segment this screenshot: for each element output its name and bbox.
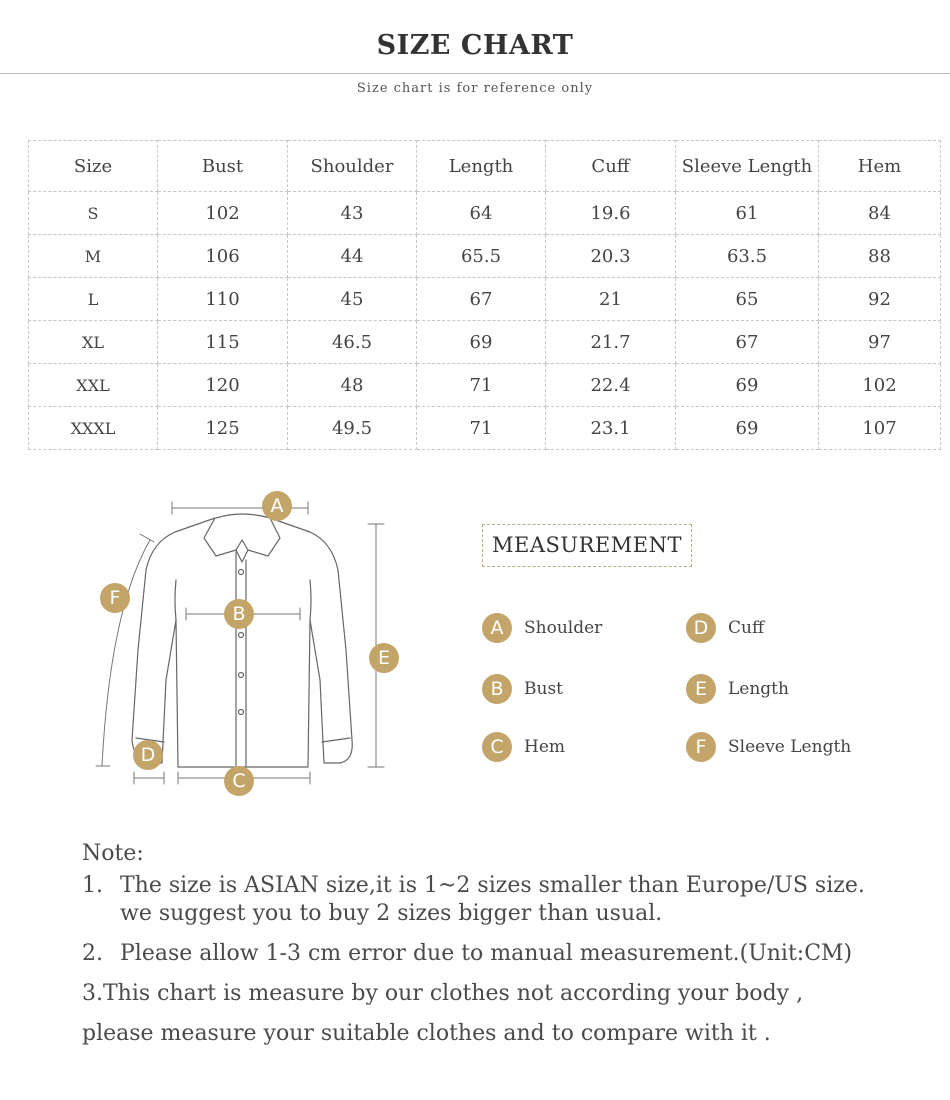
table-cell: 115: [158, 321, 288, 364]
table-cell: L: [29, 278, 158, 321]
table-cell: 84: [819, 192, 941, 235]
table-cell: 21.7: [546, 321, 676, 364]
table-cell: 67: [417, 278, 546, 321]
table-cell: 71: [417, 407, 546, 450]
legend-item-sleeve-length: [686, 732, 851, 762]
note-number: 1.: [82, 873, 103, 898]
column-header: Hem: [819, 141, 941, 192]
note-number: 2.: [82, 941, 103, 966]
legend-label: Hem: [524, 737, 566, 757]
note-text: please measure your suitable clothes and to compare with it .: [82, 1021, 771, 1046]
marker-b-badge: B: [224, 599, 254, 629]
table-row: [29, 407, 941, 450]
table-cell: 102: [819, 364, 941, 407]
notes-heading: Note:: [82, 841, 144, 866]
table-cell: 69: [417, 321, 546, 364]
note-text: 3.This chart is measure by our clothes not according your body ,: [82, 981, 804, 1006]
column-header: Shoulder: [288, 141, 417, 192]
table-cell: 107: [819, 407, 941, 450]
legend-label: Bust: [524, 679, 563, 699]
column-header: Size: [29, 141, 158, 192]
table-row: [29, 278, 941, 321]
legend-label: Cuff: [728, 618, 765, 638]
note-continuation: [82, 900, 922, 928]
table-cell: 102: [158, 192, 288, 235]
table-cell: 67: [676, 321, 819, 364]
table-cell: S: [29, 192, 158, 235]
table-cell: 21: [546, 278, 676, 321]
table-cell: 22.4: [546, 364, 676, 407]
table-cell: M: [29, 235, 158, 278]
legend-badge: D: [686, 613, 716, 643]
size-table: [28, 140, 941, 450]
page-subtitle: Size chart is for reference only: [356, 81, 594, 96]
table-cell: 120: [158, 364, 288, 407]
marker-e-badge: E: [369, 643, 399, 673]
note-text: Please allow 1-3 cm error due to manual measurement.(Unit:CM): [120, 941, 853, 966]
legend-item-hem: [482, 732, 565, 762]
legend-item-bust: [482, 674, 563, 704]
note-item: [82, 940, 922, 968]
table-cell: 97: [819, 321, 941, 364]
measurement-title: MEASUREMENT: [482, 524, 692, 567]
table-header-row: [29, 141, 941, 192]
table-cell: 43: [288, 192, 417, 235]
table-cell: 49.5: [288, 407, 417, 450]
legend-badge: E: [686, 674, 716, 704]
table-cell: 65: [676, 278, 819, 321]
note-text: The size is ASIAN size,it is 1~2 sizes smaller than Europe/US size.: [120, 873, 865, 898]
note-item: [82, 872, 922, 900]
marker-c-badge: C: [224, 766, 254, 796]
table-cell: 45: [288, 278, 417, 321]
legend-label: Shoulder: [524, 618, 603, 638]
legend-badge: B: [482, 674, 512, 704]
notes-section: [82, 840, 922, 1048]
column-header: Length: [417, 141, 546, 192]
table-row: [29, 364, 941, 407]
legend-badge: F: [686, 732, 716, 762]
table-cell: 61: [676, 192, 819, 235]
table-cell: 65.5: [417, 235, 546, 278]
column-header: Cuff: [546, 141, 676, 192]
table-cell: 88: [819, 235, 941, 278]
table-row: [29, 235, 941, 278]
table-cell: 48: [288, 364, 417, 407]
table-cell: 19.6: [546, 192, 676, 235]
table-cell: 20.3: [546, 235, 676, 278]
table-cell: 106: [158, 235, 288, 278]
title-divider: [0, 73, 950, 74]
column-header: Bust: [158, 141, 288, 192]
note-text: we suggest you to buy 2 sizes bigger than usual.: [120, 901, 663, 926]
table-cell: 69: [676, 407, 819, 450]
table-cell: 64: [417, 192, 546, 235]
table-cell: 23.1: [546, 407, 676, 450]
marker-a-badge: A: [262, 491, 292, 521]
table-cell: 44: [288, 235, 417, 278]
table-cell: 69: [676, 364, 819, 407]
legend-badge: A: [482, 613, 512, 643]
table-row: [29, 192, 941, 235]
table-cell: XXXL: [29, 407, 158, 450]
legend-badge: C: [482, 732, 512, 762]
legend-item-shoulder: [482, 613, 602, 643]
page-title: SIZE CHART: [376, 30, 574, 61]
column-header: Sleeve Length: [676, 141, 819, 192]
legend-label: Length: [728, 679, 789, 699]
marker-d-badge: D: [133, 740, 163, 770]
shirt-diagram: [90, 480, 420, 810]
table-cell: 46.5: [288, 321, 417, 364]
table-cell: XL: [29, 321, 158, 364]
table-cell: 71: [417, 364, 546, 407]
table-cell: 63.5: [676, 235, 819, 278]
legend-item-length: [686, 674, 789, 704]
legend-item-cuff: [686, 613, 764, 643]
marker-f-badge: F: [100, 583, 130, 613]
legend-label: Sleeve Length: [728, 737, 852, 757]
table-row: [29, 321, 941, 364]
table-cell: 125: [158, 407, 288, 450]
table-cell: 92: [819, 278, 941, 321]
table-cell: 110: [158, 278, 288, 321]
table-cell: XXL: [29, 364, 158, 407]
